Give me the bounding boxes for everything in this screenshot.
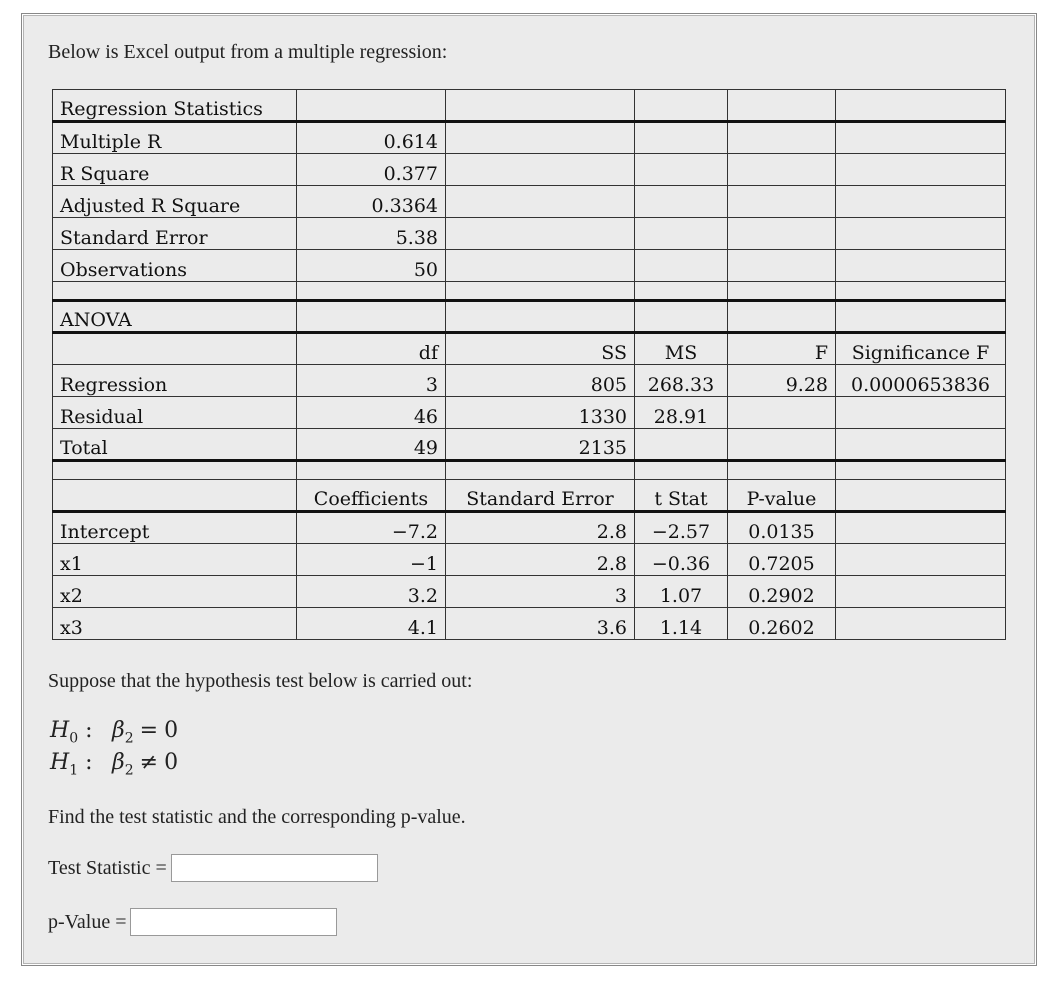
table-row — [53, 608, 1006, 640]
table-row — [53, 365, 1006, 397]
stat-value: 0.3364 — [297, 186, 446, 218]
cell: 0.2602 — [728, 608, 836, 640]
cell: 2.8 — [446, 512, 635, 544]
cell: 3 — [446, 576, 635, 608]
cell: 268.33 — [635, 365, 728, 397]
question-text: Suppose that the hypothesis test below is carried out: — [48, 670, 473, 692]
stat-label: Adjusted R Square — [53, 186, 297, 218]
cell: −7.2 — [297, 512, 446, 544]
cell: −1 — [297, 544, 446, 576]
table-row — [53, 186, 1006, 218]
stat-label: Observations — [53, 250, 297, 282]
cell: 3.2 — [297, 576, 446, 608]
table-row — [53, 218, 1006, 250]
column-header: P-value — [728, 480, 836, 512]
column-header: F — [728, 333, 836, 365]
stats-header-row — [53, 90, 1006, 122]
cell: 46 — [297, 397, 446, 429]
cell: 0.2902 — [728, 576, 836, 608]
pvalue-input[interactable] — [130, 908, 337, 936]
stat-label: Standard Error — [53, 218, 297, 250]
stat-label: R Square — [53, 154, 297, 186]
stat-value: 0.614 — [297, 122, 446, 154]
column-header: MS — [635, 333, 728, 365]
table-row — [53, 429, 1006, 461]
cell: 49 — [297, 429, 446, 461]
stat-value: 0.377 — [297, 154, 446, 186]
row-label: Regression — [53, 365, 297, 397]
test-statistic-input[interactable] — [171, 854, 378, 882]
row-label: Residual — [53, 397, 297, 429]
column-header: SS — [446, 333, 635, 365]
stat-label: Multiple R — [53, 122, 297, 154]
question-panel — [21, 13, 1037, 966]
cell: 1330 — [446, 397, 635, 429]
cell: 9.28 — [728, 365, 836, 397]
column-header: Standard Error — [446, 480, 635, 512]
row-label: Intercept — [53, 512, 297, 544]
column-header: df — [297, 333, 446, 365]
stat-value: 50 — [297, 250, 446, 282]
pvalue-label: p-Value = — [48, 910, 127, 933]
regression-output-table — [52, 89, 1006, 640]
column-header: Significance F — [836, 333, 1006, 365]
cell: −0.36 — [635, 544, 728, 576]
test-statistic-label: Test Statistic = — [48, 856, 167, 879]
table-row — [53, 397, 1006, 429]
table-row — [53, 576, 1006, 608]
anova-columns-row — [53, 333, 1006, 365]
stat-value: 5.38 — [297, 218, 446, 250]
cell: 0.7205 — [728, 544, 836, 576]
table-row — [53, 512, 1006, 544]
cell: 4.1 — [297, 608, 446, 640]
cell: 3.6 — [446, 608, 635, 640]
cell: 1.14 — [635, 608, 728, 640]
row-label: x1 — [53, 544, 297, 576]
spacer-row — [53, 461, 1006, 480]
cell: −2.57 — [635, 512, 728, 544]
instruction-text: Find the test statistic and the corresponding p-value. — [48, 806, 466, 828]
row-label: x3 — [53, 608, 297, 640]
cell: 805 — [446, 365, 635, 397]
intro-text: Below is Excel output from a multiple regression: — [48, 41, 448, 63]
alternative-hypothesis: $H_1$ : $\beta_2 \ne 0$ — [50, 750, 179, 779]
column-header: Coefficients — [297, 480, 446, 512]
null-hypothesis: $H_0$ : $\beta_2 = 0$ — [50, 718, 179, 747]
anova-header-row — [53, 301, 1006, 333]
cell: 0.0135 — [728, 512, 836, 544]
table-row — [53, 544, 1006, 576]
cell: 2.8 — [446, 544, 635, 576]
table-row — [53, 122, 1006, 154]
spacer-row — [53, 282, 1006, 301]
row-label: Total — [53, 429, 297, 461]
test-statistic-row — [48, 854, 378, 882]
table-row — [53, 250, 1006, 282]
cell: 2135 — [446, 429, 635, 461]
cell: 28.91 — [635, 397, 728, 429]
cell: 1.07 — [635, 576, 728, 608]
cell: 0.0000653836 — [836, 365, 1006, 397]
row-label: x2 — [53, 576, 297, 608]
stats-header: Regression Statistics — [53, 90, 297, 122]
pvalue-row — [48, 908, 337, 936]
column-header: t Stat — [635, 480, 728, 512]
cell: 3 — [297, 365, 446, 397]
anova-header: ANOVA — [53, 301, 297, 333]
table-row — [53, 154, 1006, 186]
coef-columns-row — [53, 480, 1006, 512]
